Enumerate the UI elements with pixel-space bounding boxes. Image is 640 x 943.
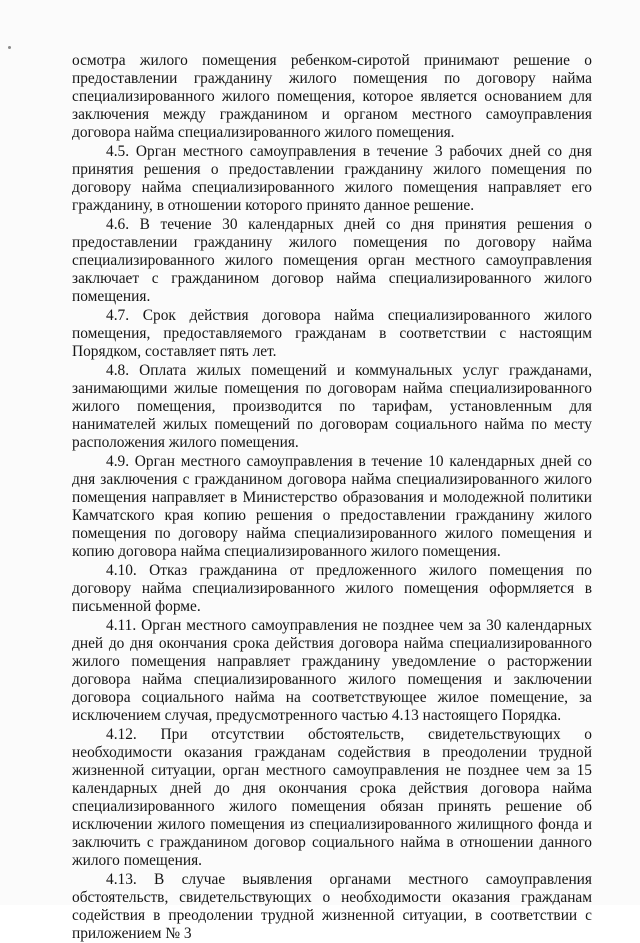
scan-speck	[8, 46, 11, 49]
paragraph-4-8: 4.8. Оплата жилых помещений и коммунальных услуг гражданами, занимающими жилые помещения по договорам найма специализированного жилого помещения, производится по тарифам, установленным для нанимателей жилых помещений по договорам социального найма по месту расположения жилого помещения.	[72, 362, 592, 451]
paragraph-4-13: 4.13. В случае выявления органами местного самоуправления обстоятельств, свидетельствующих о необходимости оказания гражданам содействия в преодолении трудной жизненной ситуации, в соответствии с приложением № 3	[72, 871, 592, 942]
paragraph-4-12: 4.12. При отсутствии обстоятельств, свидетельствующих о необходимости оказания гражданам содействия в преодолении трудной жизненной ситуации, орган местного самоуправления не позднее чем за 15 календарных дней до дня окончания срока действия договора найма специализированного жилого помещения обязан принять решение об исключении жилого помещения из специализированного жилищного фонда и заключить с гражданином договор социального найма в отношении данного жилого помещения.	[72, 726, 592, 869]
paragraph-4-11: 4.11. Орган местного самоуправления не позднее чем за 30 календарных дней до дня окончания срока действия договора найма специализированного жилого помещения направляет гражданину уведомление о расторжении договора найма специализированного жилого помещения и заключении договора социального найма на соответствующее жилое помещение, за исключением случая, предусмотренного частью 4.13 настоящего Порядка.	[72, 617, 592, 724]
paragraph-4-5: 4.5. Орган местного самоуправления в течение 3 рабочих дней со дня принятия решения о предоставлении гражданину жилого помещения по договору найма специализированного жилого помещения направляет его гражданину, в отношении которого принято данное решение.	[72, 143, 592, 214]
paragraph-4-10: 4.10. Отказ гражданина от предложенного жилого помещения по договору найма специализированного жилого помещения оформляется в письменной форме.	[72, 562, 592, 615]
paragraph-continuation: осмотра жилого помещения ребенком-сиротой принимают решение о предоставлении гражданину жилого помещения по договору найма специализированного жилого помещения, которое является основанием для заключения между гражданином и органом местного самоуправления договора найма специализированного жилого помещения.	[72, 52, 592, 141]
paragraph-4-7: 4.7. Срок действия договора найма специализированного жилого помещения, предоставляемого гражданам в соответствии с настоящим Порядком, составляет пять лет.	[72, 307, 592, 360]
paragraph-4-9: 4.9. Орган местного самоуправления в течение 10 календарных дней со дня заключения с гражданином договора найма специализированного жилого помещения направляет в Министерство образования и молодежной политики Камчатского края копию решения о предоставлении гражданину жилого помещения по договору найма специализированного жилого помещения и копию договора найма специализированного жилого помещения.	[72, 453, 592, 560]
paragraph-4-6: 4.6. В течение 30 календарных дней со дня принятия решения о предоставлении гражданину жилого помещения по договору найма специализированного жилого помещения орган местного самоуправления заключает с гражданином договор найма специализированного жилого помещения.	[72, 216, 592, 305]
